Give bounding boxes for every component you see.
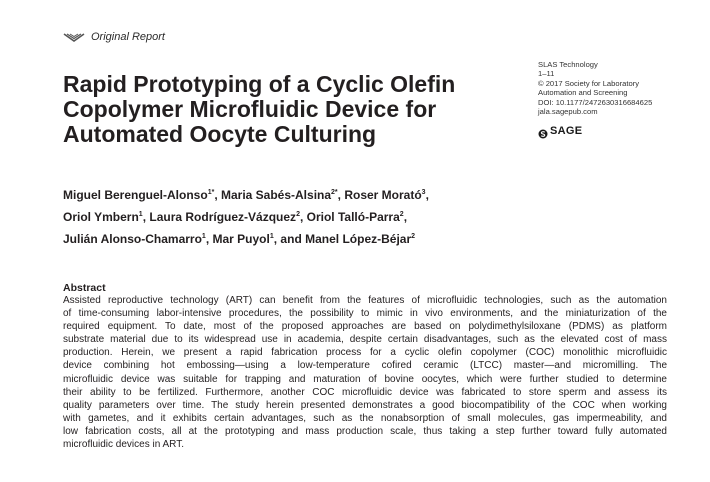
doi: DOI: 10.1177/2472630316684625: [538, 97, 653, 107]
report-type: [63, 31, 165, 43]
abstract-line: production. Herein, we present a rapid fabrication process for a cyclic olefin copolymer (COC) monolithic microfluidic: [63, 347, 667, 359]
author-separator: ,: [299, 210, 307, 224]
page-range: 1–11: [538, 69, 555, 79]
author-name: Maria Sabés-Alsina: [220, 188, 332, 202]
author-name: Mar Puyol: [212, 232, 270, 246]
author-affiliation-marker: 1: [269, 233, 274, 240]
author-name: Laura Rodríguez-Vázquez: [149, 210, 297, 224]
abstract-line: quality parameters over time. The study herein presented demonstrates a good biocompatibility of the COC when working: [63, 399, 667, 411]
abstract-line: Assisted reproductive technology (ART) can benefit from the features of microfluidic technologies, such as the automation: [63, 295, 667, 306]
author-affiliation-marker: 3: [421, 189, 426, 196]
article-title-line: Rapid Prototyping of a Cyclic Olefin: [63, 71, 456, 97]
author-affiliation-marker: 2: [399, 211, 404, 218]
author-separator: ,: [214, 188, 221, 202]
abstract-line: device combining hot embossing—using a low-temperature cofired ceramic (LTCC) master—and micromilling. The: [63, 360, 667, 372]
author-affiliation-marker: 1*: [207, 189, 215, 196]
abstract-line: required equipment. To date, most of the proposed approaches are based on polydimethylsiloxane (PDMS) as platform: [63, 321, 667, 333]
article-title: [63, 72, 503, 147]
author-name: Oriol Ymbern: [63, 210, 139, 224]
author-affiliation-marker: 2: [296, 211, 300, 218]
abstract-line: with gametes, and it exhibits certain advantages, such as the nonabsorption of small molecules, gas impermeability, and: [63, 412, 667, 424]
abstract-line: their ability to be fertilized. Furthermore, another COC microfluidic device was fabricated to store sperm and assess its: [63, 386, 667, 398]
article-title-line: Automated Oocyte Culturing: [63, 121, 377, 147]
author-name: Miguel Berenguel-Alonso: [63, 188, 208, 202]
author-separator: ,: [205, 232, 213, 246]
abstract-heading: Abstract: [63, 282, 106, 294]
author-line: [63, 183, 623, 205]
publisher-logo: [538, 125, 582, 137]
author-separator: ,: [337, 188, 345, 202]
journal-emblem-icon: [63, 31, 85, 43]
abstract-line: microfluidic device was suitable for trapping and maturation of bovine oocytes, which were further studied to determine: [63, 373, 667, 385]
journal-name: SLAS Technology: [538, 60, 598, 69]
abstract-body: [63, 294, 667, 451]
abstract-line: microfluidic devices in ART.: [63, 439, 184, 451]
author-separator: , and: [273, 232, 306, 246]
abstract-line: of time-consuming labor-intensive procedures, the possibility to mimic in vivo environments, and the miniaturization of the: [63, 308, 667, 320]
author-affiliation-marker: 2*: [331, 189, 338, 196]
copyright-line: Automation and Screening: [538, 88, 628, 98]
author-name: Roser Morató: [344, 188, 422, 202]
publisher-logo-text: SAGE: [550, 125, 583, 137]
journal-url[interactable]: jala.sagepub.com: [538, 107, 598, 117]
author-line: [63, 205, 623, 227]
author-name: Oriol Talló-Parra: [306, 210, 400, 224]
author-affiliation-marker: 1: [201, 233, 206, 240]
author-name: Manel López-Béjar: [305, 232, 412, 246]
abstract-line: substrate material due to its widespread use in academia, despite certain disadvantages, such as the elevated cost of mass: [63, 334, 667, 346]
author-separator: ,: [403, 210, 408, 224]
abstract-line: low fabrication costs, all at the prototyping and mass production scale, thus taking a step further toward fully automated: [63, 425, 667, 437]
author-separator: ,: [425, 188, 429, 202]
author-affiliation-marker: 2: [411, 233, 416, 240]
journal-meta: [538, 60, 708, 116]
author-list: [63, 183, 623, 249]
copyright-line: © 2017 Society for Laboratory: [538, 78, 639, 88]
author-affiliation-marker: 1: [138, 211, 143, 218]
author-line: [63, 227, 623, 249]
author-separator: ,: [142, 210, 150, 224]
author-name: Julián Alonso-Chamarro: [63, 232, 202, 246]
article-title-line: Copolymer Microfluidic Device for: [63, 96, 437, 122]
sage-logo-icon: [538, 126, 548, 136]
report-type-label: Original Report: [91, 31, 165, 43]
